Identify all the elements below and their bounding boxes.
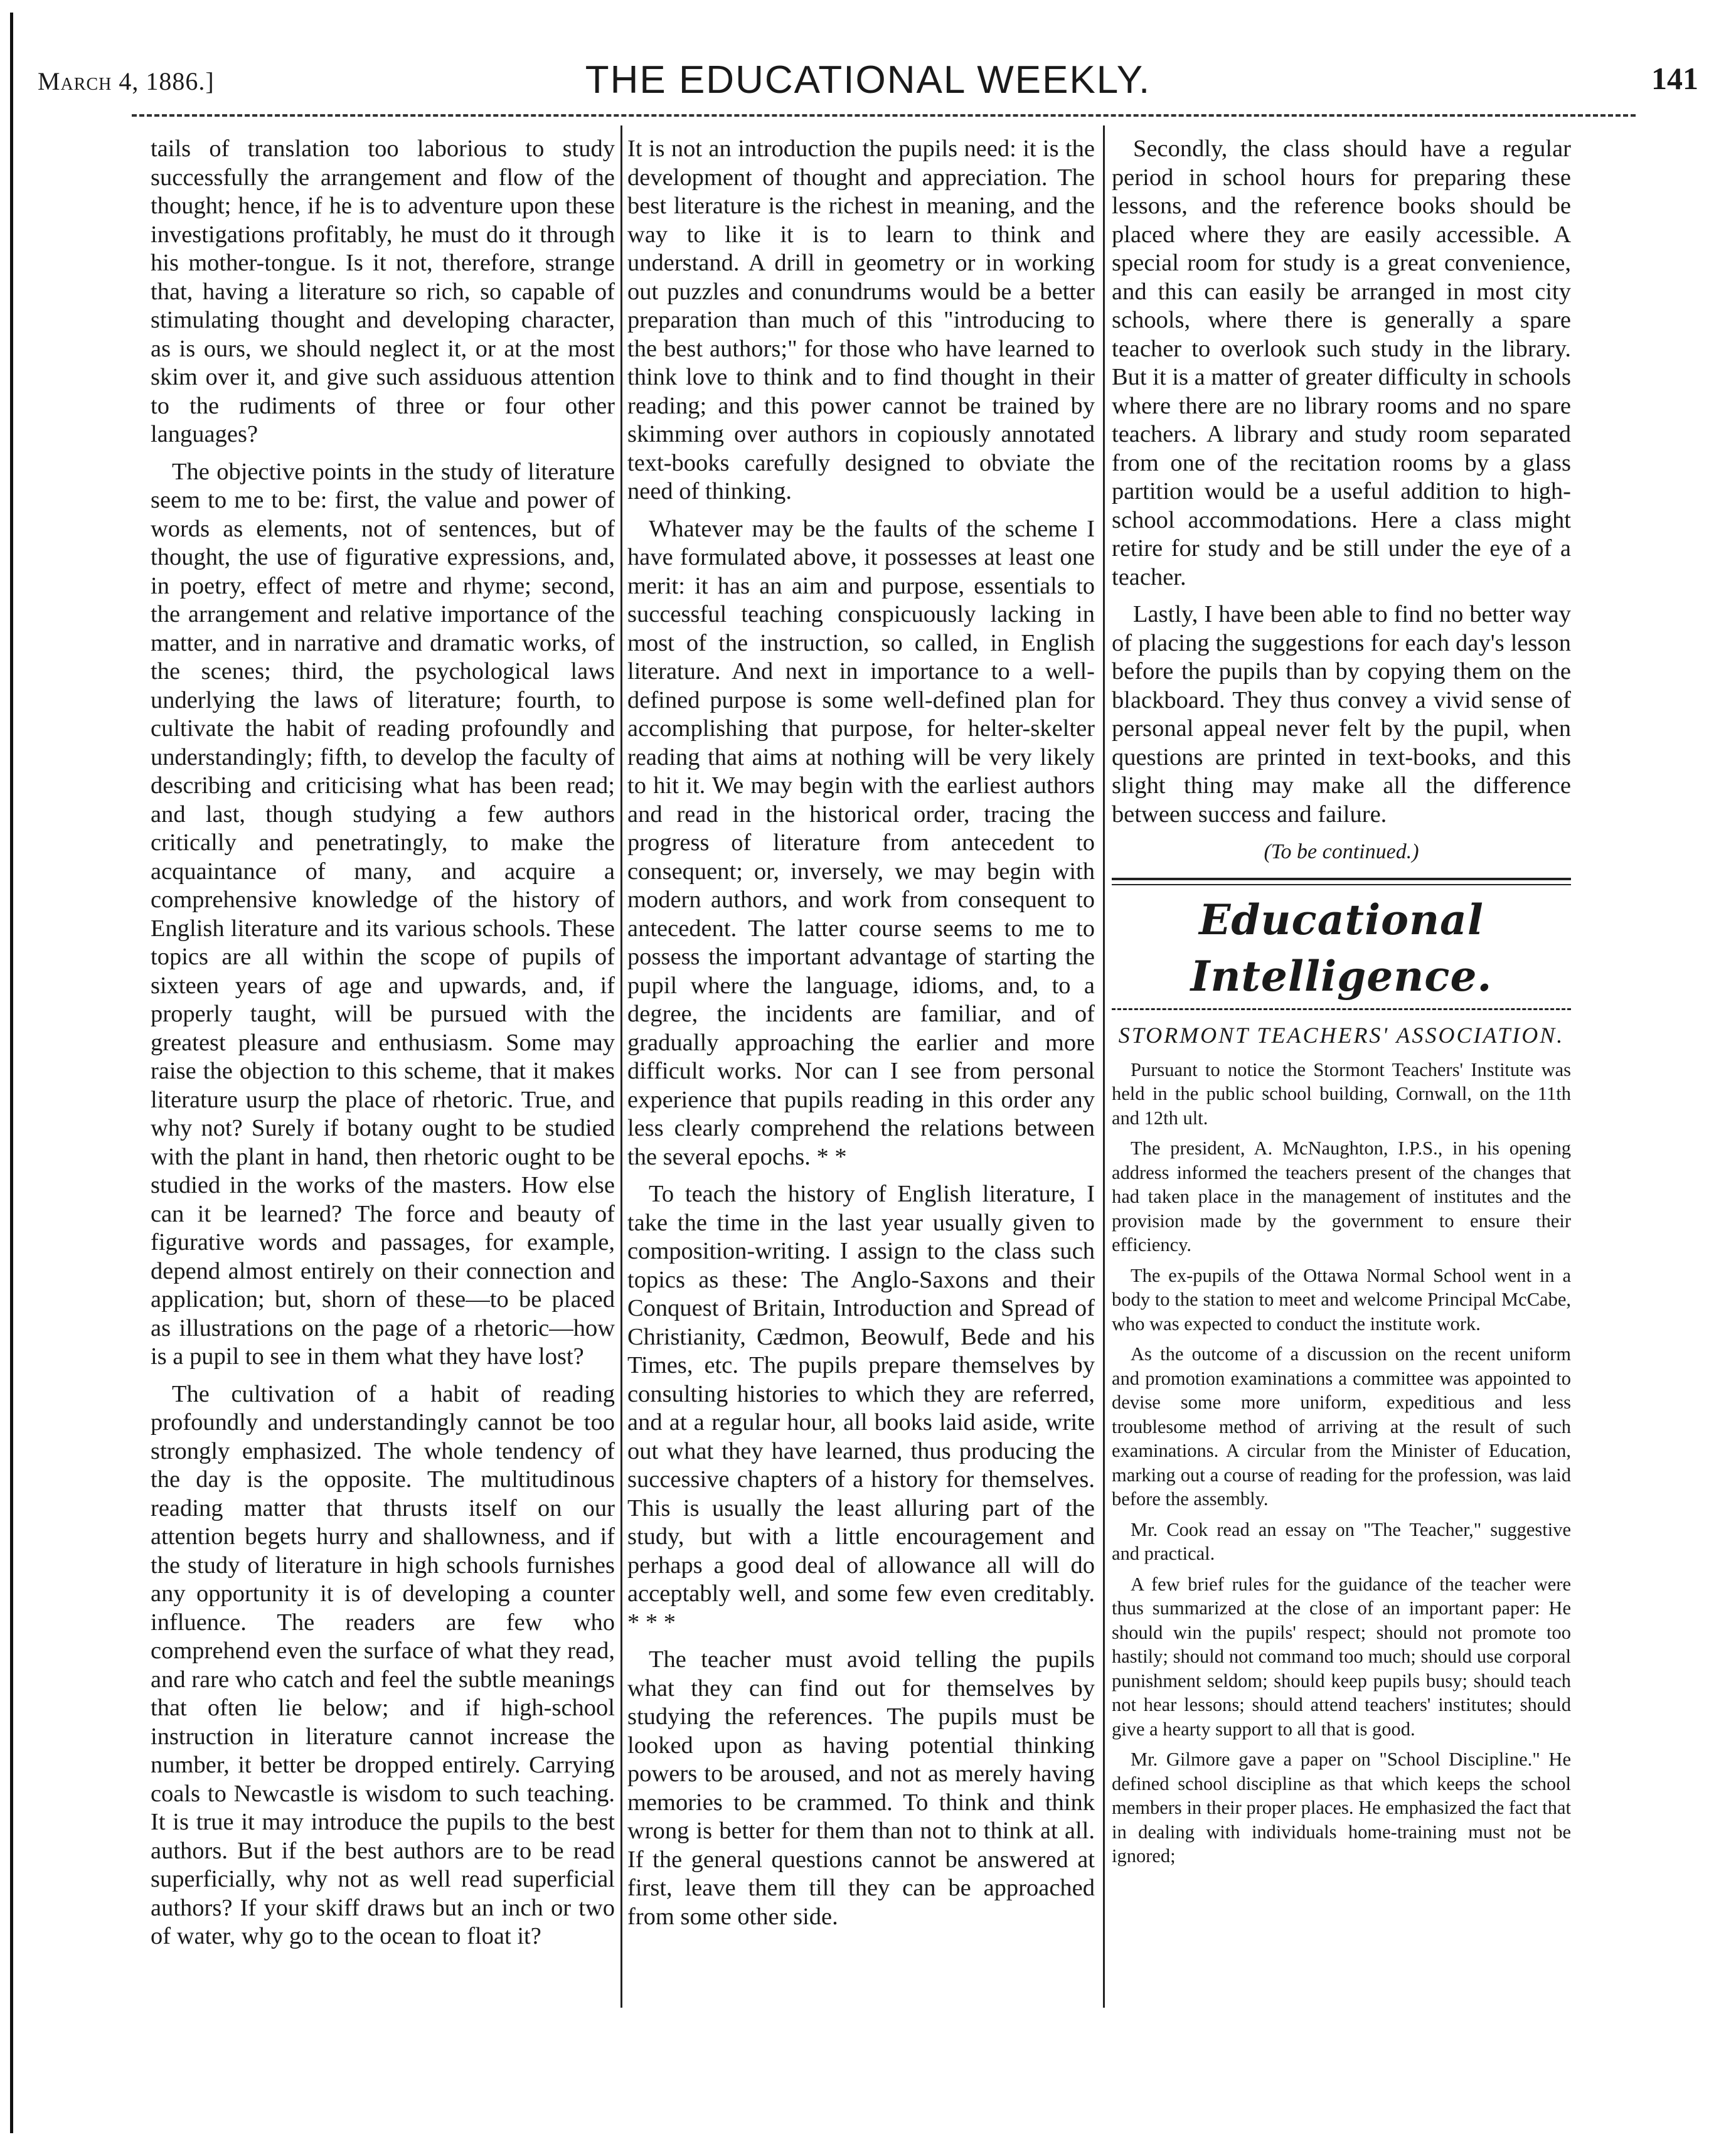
news-paragraph: Pursuant to notice the Stormont Teachers' Institute was held in the public school building, Cornwall, on the 11th and 12th ult. bbox=[1112, 1058, 1571, 1129]
paragraph: The cultivation of a habit of reading profoundly and understandingly cannot be too strongly emphasized. The whole tendency of the day is the opposite. The multitudinous reading matter that thrusts itself on our attention begets hurry and shallowness, and if the study of literature in high schools furnishes any opportunity it is of developing a counter influence. The readers are few who comprehend even the surface of what they read, and rare who catch and feel the subtle meanings that often lie below; and if high-school instruction in literature cannot increase the number, it better be dropped entirely. Carrying coals to Newcastle is wisdom to such teaching. It is true it may introduce the pupils to the best authors. But if the best authors are to be read superficially, why not as well read superficial authors? If your skiff draws but an inch or two of water, why go to the ocean to float it? bbox=[151, 1380, 615, 1949]
section-rule bbox=[1112, 878, 1571, 885]
news-paragraph: The president, A. McNaughton, I.P.S., in his opening address informed the teachers present of the changes that had taken place in the management of institutes and the provision made by the government to ensure their efficiency. bbox=[1112, 1137, 1571, 1255]
column-divider bbox=[1103, 125, 1105, 2008]
paragraph: Whatever may be the faults of the scheme I have formulated above, it possesses at least one merit: it has an aim and purpose, essentials to successful teaching conspicuously lacking in most of the instruction, so called, in English literature. And next in importance to a well-defined purpose is some well-defined plan for accomplishing that purpose, for helter-skelter reading that aims at nothing will be very likely to hit it. We may begin with the earliest authors and read in the historical order, tracing the progress of literature from antecedent to consequent; or, inversely, we may begin with modern authors, and work from consequent to antecedent. The latter course seems to me to possess the important advantage of starting the pupil where the language, idioms, and, to a degree, the incidents are familiar, and of gradually approaching the earlier and more difficult works. Nor can I see from personal experience that pupils reading in this order any less clearly comprehend the relations between the several epochs. * * bbox=[627, 515, 1095, 1170]
masthead bbox=[38, 58, 1698, 108]
left-margin-rule bbox=[10, 13, 13, 2133]
news-paragraph: As the outcome of a discussion on the recent uniform and promotion examinations a committee was appointed to devise some more uniform, expeditious and less troublesome method of arriving at the result of such examinations. A circular from the Minister of Education, marking out a course of reading for the profession, was laid before the assembly. bbox=[1112, 1343, 1571, 1510]
section-rule bbox=[1112, 1008, 1571, 1010]
paragraph: Secondly, the class should have a regular period in school hours for preparing these lessons, and the reference books should be placed where they are easily accessible. A special room for study is a great convenience, and this can easily be arranged in most city schools, where there is generally a spare teacher to overlook such study in the library. But it is a matter of greater difficulty in schools where there are no library rooms and no spare teachers. A library and study room separated from one of the recitation rooms by a glass partition would be a useful addition to high-school accommodations. Here a class might retire for study and be still under the eye of a teacher. bbox=[1112, 136, 1571, 590]
news-paragraph: Mr. Cook read an essay on "The Teacher," suggestive and practical. bbox=[1112, 1518, 1571, 1564]
publication-title: THE EDUCATIONAL WEEKLY. bbox=[585, 58, 1151, 102]
article-heading: STORMONT TEACHERS' ASSOCIATION. bbox=[1118, 1022, 1565, 1048]
paragraph: To teach the history of English literature, I take the time in the last year usually given to composition-writing. I assign to the class such topics as these: The Anglo-Saxons and their Conquest of Britain, Introduction and Spread of Christianity, Cædmon, Beowulf, Bede and his Times, etc. The pupils prepare themselves by consulting histories to which they are referred, and at a regular hour, all books laid aside, write out what they have learned, thus producing the successive chapters of a history for themselves. This is usually the least alluring part of the study, but with a little encouragement and perhaps a good deal of allowance all will do acceptably well, and some few even creditably. * * * bbox=[627, 1181, 1095, 1636]
to-be-continued-note: (To be continued.) bbox=[1264, 840, 1419, 863]
paragraph: Lastly, I have been able to find no better way of placing the suggestions for each day's lesson before the pupils than by copying them on the blackboard. They thus convey a vivid sense of personal appeal never felt by the pupil, when questions are printed in text-books, and this slight thing may make all the difference between success and failure. bbox=[1112, 601, 1571, 828]
paragraph: The teacher must avoid telling the pupils what they can find out for themselves by studying the references. The pupils must be looked upon as having potential thinking powers to be aroused, and not as merely having memories to be crammed. To think and think wrong is better for them than not to think at all. If the general questions cannot be answered at first, leave them till they can be approached from some other side. bbox=[627, 1646, 1095, 1930]
column-3 bbox=[1112, 135, 1571, 1875]
news-paragraph: The ex-pupils of the Ottawa Normal School went in a body to the station to meet and welcome Principal McCabe, who was expected to conduct the institute work. bbox=[1112, 1264, 1571, 1334]
paragraph: It is not an introduction the pupils need: it is the development of thought and appreciation. The best literature is the richest in meaning, and the way to like it is to learn to think and understand. A drill in geometry or in working out puzzles and conundrums would be a better preparation than much of this "introducing to the best authors;" for those who have learned to think love to think and to find thought in their reading; and this power cannot be trained by skimming over authors in copiously annotated text-books carefully designed to obviate the need of thinking. bbox=[627, 136, 1095, 504]
news-paragraph: A few brief rules for the guidance of the teacher were thus summarized at the close of an important paper: He should win the pupils' respect; should not promote too hastily; should not command too much; should use corporal punishment seldom; should keep pupils busy; should teach not hear lessons; should attend teachers' institutes; should give a hearty support to all that is good. bbox=[1112, 1573, 1571, 1740]
column-divider bbox=[620, 125, 622, 2008]
page-number: 141 bbox=[1651, 61, 1698, 96]
paragraph: The objective points in the study of literature seem to me to be: first, the value and power of words as elements, not of sentences, but of thought, the use of figurative expressions, and, in poetry, effect of metre and rhyme; second, the arrangement and relative importance of the matter, and in narrative and dramatic works, of the scenes; third, the psychological laws underlying the laws of literature; fourth, to cultivate the habit of reading profoundly and understandingly; fifth, to develop the faculty of describing and criticising what has been read; and last, though studying a few authors critically and penetratingly, to make the acquaintance of many, and acquire a comprehensive knowledge of the history of English literature and its various schools. These topics are all within the scope of pupils of sixteen years of age and upwards, and, if properly taught, will be pursued with the greatest pleasure and enthusiasm. Some may raise the objection to this scheme, that it makes literature usurp the place of rhetoric. True, and why not? Surely if botany ought to be studied with the plant in hand, then rhetoric ought to be studied in the works of the masters. How else can it be learned? The force and beauty of figurative words and passages, for example, depend almost entirely on their connection and application; but, shorn of these—to be placed as illustrations on the page of a rhetoric—how is a pupil to see in them what they have lost? bbox=[151, 458, 615, 1370]
news-items bbox=[1112, 1058, 1571, 1868]
header-rule bbox=[132, 114, 1636, 117]
column-1 bbox=[151, 135, 615, 1960]
paragraph: tails of translation too laborious to study successfully the arrangement and flow of the thought; hence, if he is to adventure upon these investigations profitably, he must do it through his mother-tongue. Is it not, therefore, strange that, having a literature so rich, so capable of stimulating thought and developing character, as is ours, we should neglect it, or at the most skim over it, and give such assiduous attention to the rudiments of three or four other languages? bbox=[151, 136, 615, 447]
issue-date: March 4, 1886.] bbox=[38, 67, 215, 95]
news-paragraph: Mr. Gilmore gave a paper on "School Discipline." He defined school discipline as that which keeps the school members in their proper places. He emphasized the fact that in dealing with individuals home-training must not be ignored; bbox=[1112, 1749, 1571, 1867]
section-heading: Educational Intelligence. bbox=[1190, 895, 1493, 1001]
column-2 bbox=[627, 135, 1095, 1940]
